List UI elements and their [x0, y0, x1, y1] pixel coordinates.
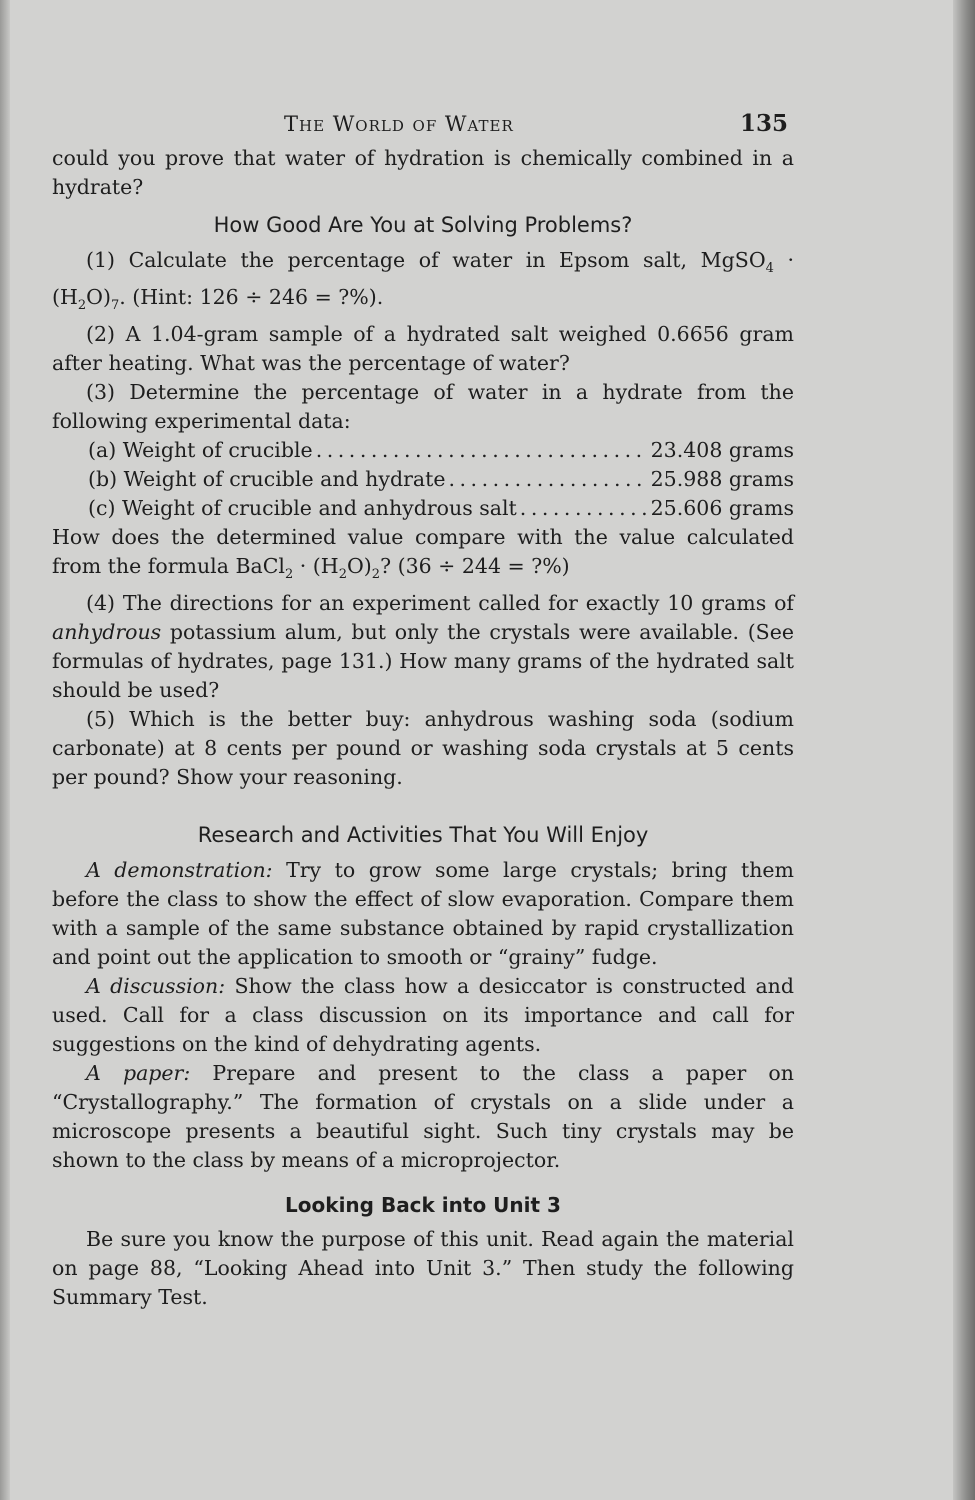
page-edge-shadow-left	[0, 0, 10, 1500]
data-row	[52, 494, 794, 523]
problem-5: (5) Which is the better buy: anhydrous washing soda (sodium carbonate) at 8 cents per pound or washing soda crystals at 5 cents per pound? Show your reasoning.	[52, 707, 794, 790]
research-section-title: Research and Activities That You Will Enjoy	[197, 823, 649, 848]
page-number: 135	[739, 110, 788, 137]
problem-2: (2) A 1.04-gram sample of a hydrated salt weighed 0.6656 gram after heating. What was the percentage of water?	[52, 322, 794, 376]
data-row-label: (c) Weight of crucible and anhydrous salt	[88, 496, 517, 521]
problem-3-intro: (3) Determine the percentage of water in a hydrate from the following experimental data:	[52, 380, 794, 434]
data-row-value: 25.606 grams	[650, 496, 794, 521]
problem-1	[52, 246, 794, 320]
problem-1-hint: . (Hint: 126 ÷ 246 = ?%).	[119, 285, 384, 310]
running-title: The World of Water	[284, 112, 514, 136]
activity-paper: A paper: Prepare and present to the class a paper on “Crystallography.” The formation of crystals on a slide under a microscope presents a beautiful sight. Such tiny crystals may be shown to the class by means of a microprojector.	[52, 1061, 794, 1173]
epsom-formula: MgSO$_4$ · $(H_2O)_7$	[52, 248, 794, 314]
page-edge-shadow-right	[953, 0, 975, 1500]
activity-label: A demonstration:	[86, 858, 273, 883]
activity-demonstration: A demonstration: Try to grow some large crystals; bring them before the class to show the effect of slow evaporation. Compare them with a sample of the same substance obtained by rapid crystallization and point out the application to smooth or “grainy” fudge.	[52, 858, 794, 970]
book-page	[52, 108, 794, 1312]
data-row-label: (a) Weight of crucible	[88, 438, 313, 463]
problem-4: (4) The directions for an experiment called for exactly 10 grams of anhydrous potassium alum, but only the crystals were available. (See formulas of hydrates, page 131.) How many grams of the hydrated salt should be used?	[52, 591, 794, 703]
activity-label: A discussion:	[86, 974, 226, 999]
page-header	[52, 108, 794, 144]
data-row-value: 25.988 grams	[650, 467, 794, 492]
problem-1-text: (1) Calculate the percentage of water in Epsom salt,	[86, 248, 688, 272]
looking-back-text: Be sure you know the purpose of this unit. Read again the material on page 88, “Looking Ahead into Unit 3.” Then study the following Summary Test.	[52, 1227, 794, 1310]
intro-paragraph	[52, 144, 794, 202]
data-row	[52, 465, 794, 494]
looking-back-title: Looking Back into Unit 3	[285, 1193, 561, 1218]
dot-leader	[520, 494, 648, 523]
data-row	[52, 436, 794, 465]
activity-discussion: A discussion: Show the class how a desiccator is constructed and used. Call for a class discussion on its importance and call for suggestions on the kind of dehydrating agents.	[52, 974, 794, 1057]
data-row-label: (b) Weight of crucible and hydrate	[88, 467, 446, 492]
intro-line-1: could you prove that water of hydration is chemically combined	[52, 146, 743, 170]
dot-leader	[316, 436, 648, 465]
data-row-value: 23.408 grams	[650, 438, 794, 463]
intro-line-2: in a hydrate?	[52, 146, 794, 199]
problem-3-question: How does the determined value compare with the value calculated from the formula BaCl$_2$ · $(H_2O)_2$? (36 ÷ 244 = ?%)	[52, 525, 794, 583]
dot-leader	[448, 465, 647, 494]
problems-section-title: How Good Are You at Solving Problems?	[213, 213, 633, 237]
activity-label: A paper:	[86, 1061, 191, 1086]
